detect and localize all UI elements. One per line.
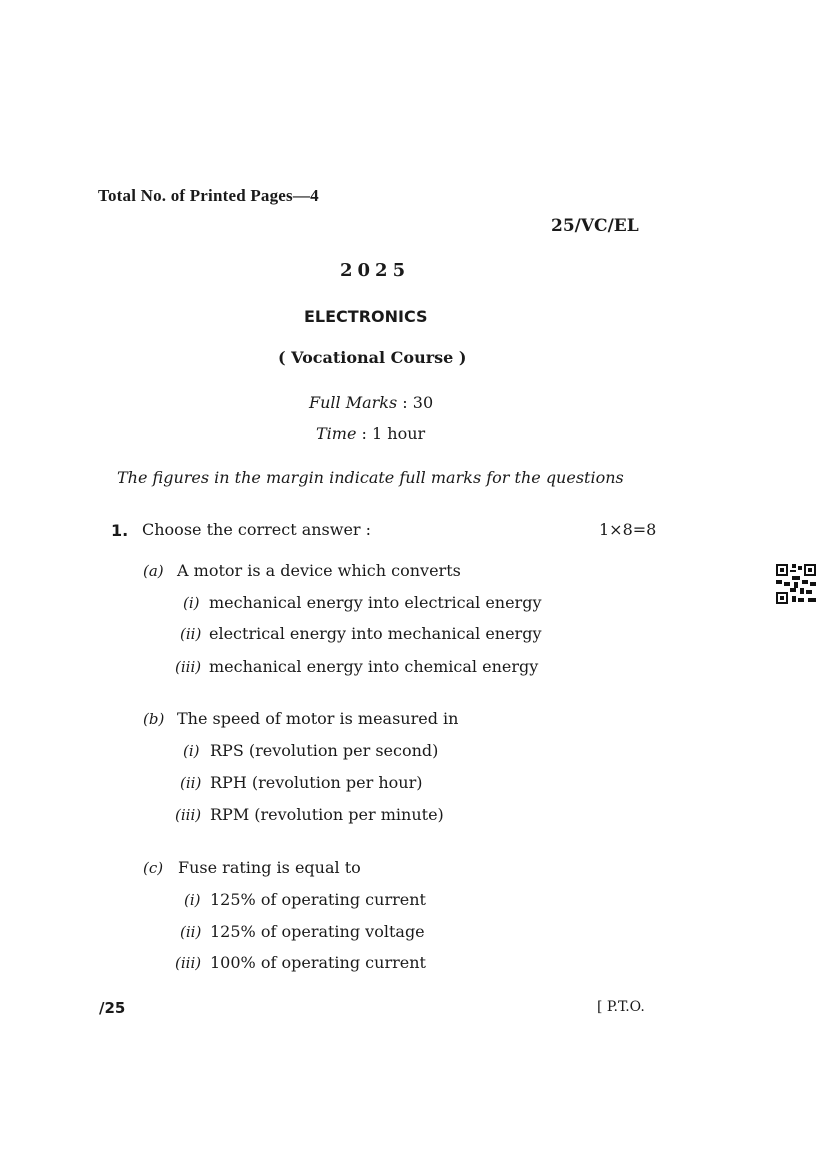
option-text: mechanical energy into chemical energy <box>209 657 539 676</box>
part-text: The speed of motor is measured in <box>177 709 459 728</box>
subject-title: ELECTRONICS <box>304 307 428 326</box>
option-label: (i) <box>183 742 200 760</box>
option-text: mechanical energy into electrical energy <box>209 593 542 612</box>
page-reference: /25 <box>99 999 126 1017</box>
option-label: (iii) <box>175 954 202 972</box>
option-label: (iii) <box>175 658 202 676</box>
please-turn-over: [ P.T.O. <box>597 999 645 1015</box>
paper-code: 25/VC/EL <box>551 216 639 236</box>
exam-year: 2025 <box>340 260 411 281</box>
option-label: (i) <box>183 594 200 612</box>
option-text: electrical energy into mechanical energy <box>209 624 542 643</box>
part-label: (a) <box>143 562 164 580</box>
instructions: The figures in the margin indicate full marks for the questions <box>117 468 624 487</box>
qr-code-icon <box>776 564 816 604</box>
part-label: (b) <box>143 710 165 728</box>
time-allowed <box>316 424 425 443</box>
question-marks: 1×8=8 <box>599 520 657 539</box>
part-text: A motor is a device which converts <box>177 561 461 580</box>
question-number: 1. <box>111 521 129 540</box>
option-text: RPH (revolution per hour) <box>210 773 423 792</box>
option-label: (iii) <box>175 806 202 824</box>
question-text: Choose the correct answer : <box>142 520 372 539</box>
option-text: 100% of operating current <box>210 953 426 972</box>
part-label: (c) <box>143 859 164 877</box>
option-text: 125% of operating current <box>210 890 426 909</box>
full-marks-value: : 30 <box>402 393 434 412</box>
full-marks <box>309 393 433 412</box>
course-type: ( Vocational Course ) <box>278 348 467 367</box>
option-text: RPM (revolution per minute) <box>210 805 444 824</box>
option-label: (ii) <box>180 923 202 941</box>
time-value: : 1 hour <box>361 424 426 443</box>
option-label: (ii) <box>180 625 202 643</box>
printed-pages-count: Total No. of Printed Pages—4 <box>98 186 319 205</box>
part-text: Fuse rating is equal to <box>178 858 361 877</box>
option-text: RPS (revolution per second) <box>210 741 439 760</box>
time-label: Time <box>316 424 357 443</box>
full-marks-label: Full Marks <box>309 393 398 412</box>
option-label: (i) <box>184 891 201 909</box>
option-label: (ii) <box>180 774 202 792</box>
option-text: 125% of operating voltage <box>210 922 425 941</box>
